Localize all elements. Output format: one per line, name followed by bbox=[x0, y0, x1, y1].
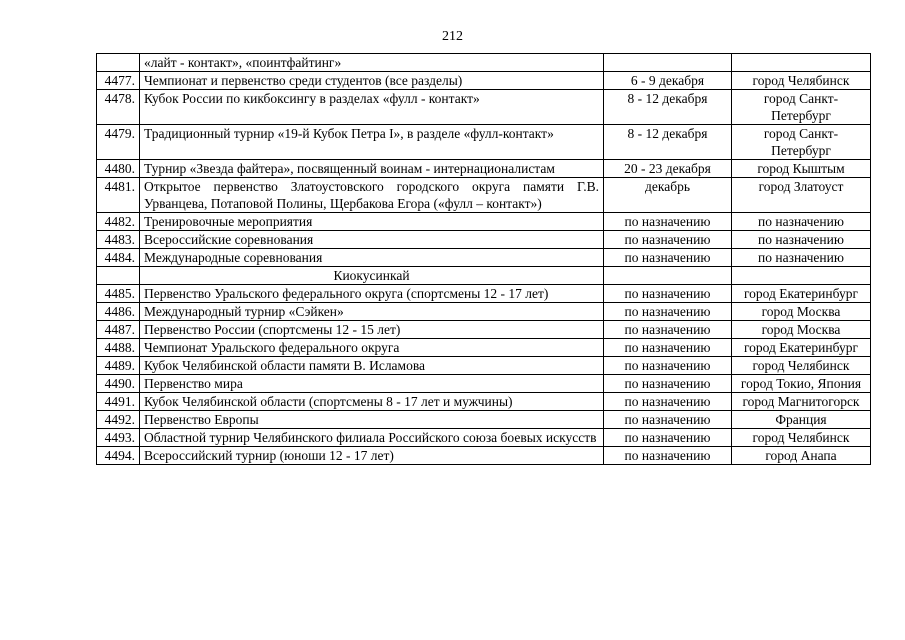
event-date: по назначению bbox=[604, 303, 732, 321]
event-place: город Санкт-Петербург bbox=[732, 90, 871, 125]
event-date: по назначению bbox=[604, 375, 732, 393]
event-place: город Челябинск bbox=[732, 72, 871, 90]
event-place: город Челябинск bbox=[732, 429, 871, 447]
row-number: 4477. bbox=[97, 72, 140, 90]
event-name: Кубок Челябинской области (спортсмены 8 - 17 лет и мужчины) bbox=[140, 393, 604, 411]
event-place: город Токио, Япония bbox=[732, 375, 871, 393]
event-date: по назначению bbox=[604, 339, 732, 357]
event-date: 8 - 12 декабря bbox=[604, 90, 732, 125]
event-date: по назначению bbox=[604, 321, 732, 339]
row-number: 4482. bbox=[97, 213, 140, 231]
event-date: по назначению bbox=[604, 411, 732, 429]
table-row bbox=[97, 303, 871, 321]
event-date bbox=[604, 54, 732, 72]
table-row bbox=[97, 411, 871, 429]
event-name: Международные соревнования bbox=[140, 249, 604, 267]
event-date: по назначению bbox=[604, 447, 732, 465]
event-date bbox=[604, 267, 732, 285]
table-row bbox=[97, 447, 871, 465]
event-name: Тренировочные мероприятия bbox=[140, 213, 604, 231]
table-row bbox=[97, 339, 871, 357]
event-name: Международный турнир «Сэйкен» bbox=[140, 303, 604, 321]
table-row bbox=[97, 321, 871, 339]
row-number bbox=[97, 267, 140, 285]
event-date: по назначению bbox=[604, 231, 732, 249]
event-place: город Санкт-Петербург bbox=[732, 125, 871, 160]
row-number: 4479. bbox=[97, 125, 140, 160]
event-place: город Магнитогорск bbox=[732, 393, 871, 411]
table-row bbox=[97, 285, 871, 303]
event-name: Чемпионат Уральского федерального округа bbox=[140, 339, 604, 357]
event-name: Турнир «Звезда файтера», посвященный воинам - интернационалистам bbox=[140, 160, 604, 178]
events-table bbox=[96, 53, 871, 465]
event-date: по назначению bbox=[604, 393, 732, 411]
event-name: Первенство Уральского федерального округа (спортсмены 12 - 17 лет) bbox=[140, 285, 604, 303]
table-row bbox=[97, 375, 871, 393]
row-number: 4485. bbox=[97, 285, 140, 303]
row-number: 4486. bbox=[97, 303, 140, 321]
event-place: Франция bbox=[732, 411, 871, 429]
event-place: город Кыштым bbox=[732, 160, 871, 178]
event-name: Первенство России (спортсмены 12 - 15 лет) bbox=[140, 321, 604, 339]
event-place: по назначению bbox=[732, 249, 871, 267]
event-date: по назначению bbox=[604, 249, 732, 267]
page-number: 212 bbox=[442, 29, 463, 44]
table-row bbox=[97, 178, 871, 213]
event-name: Кубок России по кикбоксингу в разделах «фулл - контакт» bbox=[140, 90, 604, 125]
row-number: 4488. bbox=[97, 339, 140, 357]
row-number: 4478. bbox=[97, 90, 140, 125]
row-number: 4494. bbox=[97, 447, 140, 465]
event-place: город Челябинск bbox=[732, 357, 871, 375]
row-number: 4487. bbox=[97, 321, 140, 339]
table-row bbox=[97, 160, 871, 178]
table-row bbox=[97, 357, 871, 375]
event-name: Всероссийский турнир (юноши 12 - 17 лет) bbox=[140, 447, 604, 465]
event-name: Чемпионат и первенство среди студентов (все разделы) bbox=[140, 72, 604, 90]
event-place: по назначению bbox=[732, 213, 871, 231]
table-row bbox=[97, 231, 871, 249]
event-place: город Москва bbox=[732, 303, 871, 321]
event-name: Традиционный турнир «19-й Кубок Петра I», в разделе «фулл-контакт» bbox=[140, 125, 604, 160]
table-row bbox=[97, 213, 871, 231]
event-place bbox=[732, 267, 871, 285]
row-number: 4490. bbox=[97, 375, 140, 393]
row-number: 4489. bbox=[97, 357, 140, 375]
events-table-body bbox=[97, 54, 871, 465]
row-number: 4483. bbox=[97, 231, 140, 249]
event-place: город Златоуст bbox=[732, 178, 871, 213]
event-date: 8 - 12 декабря bbox=[604, 125, 732, 160]
row-number: 4492. bbox=[97, 411, 140, 429]
event-place: город Екатеринбург bbox=[732, 285, 871, 303]
row-number bbox=[97, 54, 140, 72]
event-date: по назначению bbox=[604, 213, 732, 231]
event-date: 20 - 23 декабря bbox=[604, 160, 732, 178]
row-number: 4481. bbox=[97, 178, 140, 213]
event-date: по назначению bbox=[604, 357, 732, 375]
table-row bbox=[97, 429, 871, 447]
row-number: 4493. bbox=[97, 429, 140, 447]
table-row bbox=[97, 125, 871, 160]
event-date: 6 - 9 декабря bbox=[604, 72, 732, 90]
event-place: город Москва bbox=[732, 321, 871, 339]
event-place bbox=[732, 54, 871, 72]
event-name: Областной турнир Челябинского филиала Российского союза боевых искусств bbox=[140, 429, 604, 447]
table-row bbox=[97, 249, 871, 267]
event-date: по назначению bbox=[604, 429, 732, 447]
event-date: декабрь bbox=[604, 178, 732, 213]
event-name: Первенство мира bbox=[140, 375, 604, 393]
table-row bbox=[97, 54, 871, 72]
table-row bbox=[97, 393, 871, 411]
event-name: Первенство Европы bbox=[140, 411, 604, 429]
event-place: по назначению bbox=[732, 231, 871, 249]
row-number: 4480. bbox=[97, 160, 140, 178]
event-name: Киокусинкай bbox=[140, 267, 604, 285]
event-name: Кубок Челябинской области памяти В. Исламова bbox=[140, 357, 604, 375]
event-name: Всероссийские соревнования bbox=[140, 231, 604, 249]
event-name: Открытое первенство Златоустовского городского округа памяти Г.В. Урванцева, Потаповой Полины, Щербакова Егора («фулл – контакт») bbox=[140, 178, 604, 213]
row-number: 4491. bbox=[97, 393, 140, 411]
event-place: город Екатеринбург bbox=[732, 339, 871, 357]
event-place: город Анапа bbox=[732, 447, 871, 465]
event-date: по назначению bbox=[604, 285, 732, 303]
event-name: «лайт - контакт», «поинтфайтинг» bbox=[140, 54, 604, 72]
table-row bbox=[97, 90, 871, 125]
row-number: 4484. bbox=[97, 249, 140, 267]
section-header-row bbox=[97, 267, 871, 285]
table-row bbox=[97, 72, 871, 90]
